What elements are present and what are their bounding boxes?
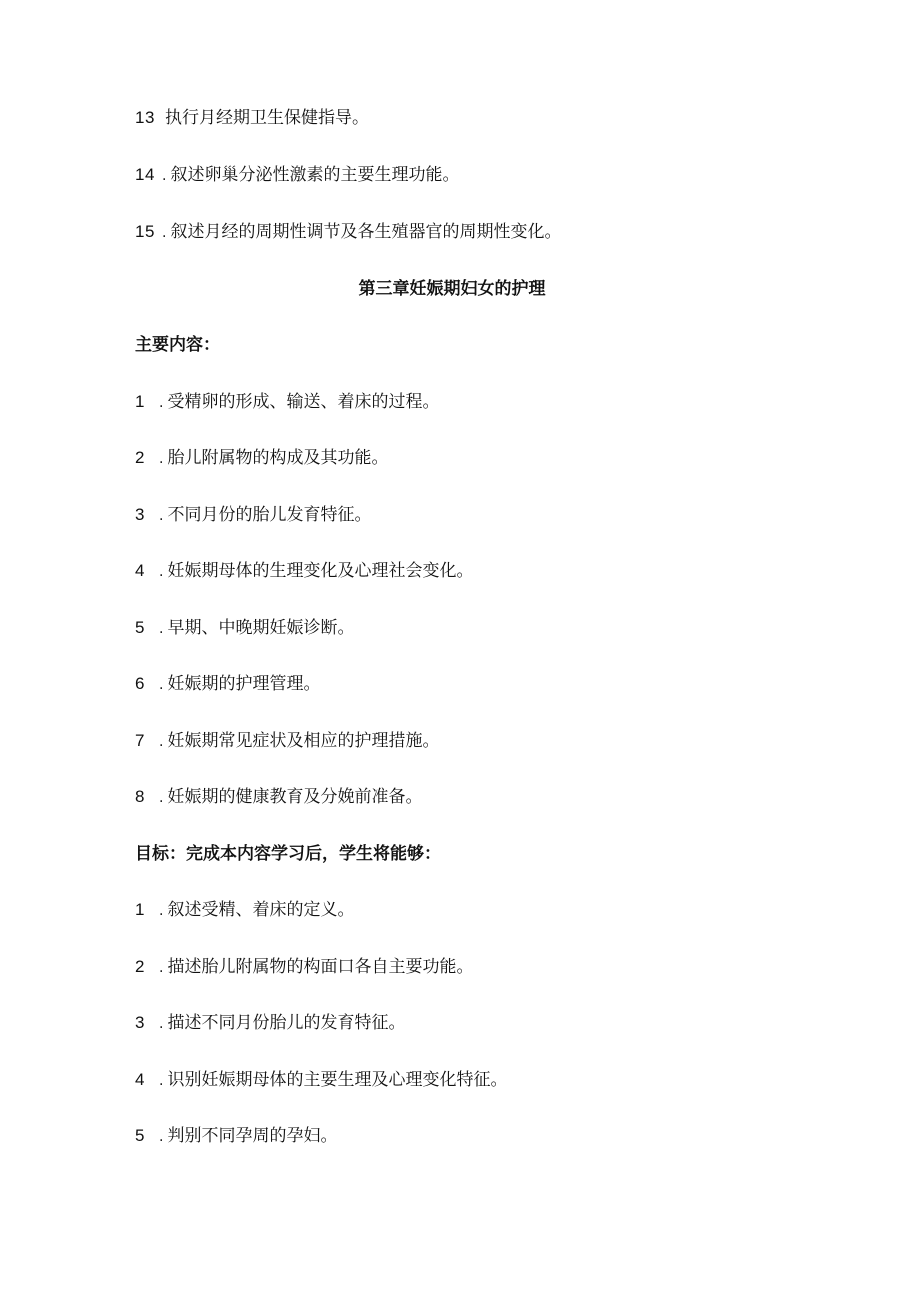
list-item (135, 503, 371, 528)
section-heading-content: 主要内容： (135, 335, 220, 355)
item-separator: . (159, 903, 164, 919)
item-text: 叙述受精、着床的定义。 (167, 900, 355, 920)
item-number: 1 (135, 900, 145, 919)
item-separator: . (159, 790, 164, 806)
list-item (135, 446, 388, 471)
item-text: 执行月经期卫生保健指导。 (165, 108, 369, 128)
item-number: 2 (135, 957, 145, 976)
item-text: 妊娠期常见症状及相应的护理措施。 (167, 731, 440, 751)
list-item (135, 390, 439, 415)
item-separator: . (159, 677, 164, 693)
item-number: 3 (135, 1013, 145, 1032)
item-number: 8 (135, 787, 145, 806)
list-item (135, 220, 561, 245)
item-number: 4 (135, 561, 145, 580)
item-text: 妊娠期母体的生理变化及心理社会变化。 (167, 561, 474, 581)
item-separator: . (159, 395, 164, 411)
item-number: 14 (135, 165, 155, 184)
list-item (135, 729, 439, 754)
item-separator: . (159, 1016, 164, 1032)
list-item (135, 163, 459, 188)
item-separator: . (162, 225, 167, 241)
item-separator: . (159, 451, 164, 467)
item-text: 描述不同月份胎儿的发育特征。 (167, 1013, 406, 1033)
item-number: 3 (135, 505, 145, 524)
list-item (135, 955, 473, 980)
item-number: 13 (135, 108, 155, 127)
list-item (135, 898, 354, 923)
item-separator: . (159, 508, 164, 524)
list-item (135, 1011, 405, 1036)
item-number: 5 (135, 618, 145, 637)
item-separator: . (159, 621, 164, 637)
item-separator: . (162, 168, 167, 184)
section-heading-goals: 目标：完成本内容学习后，学生将能够： (135, 844, 441, 864)
item-text: 受精卵的形成、输送、着床的过程。 (167, 392, 440, 412)
item-separator: . (159, 1073, 164, 1089)
list-item (135, 559, 473, 584)
item-text: 胎儿附属物的构成及其功能。 (167, 448, 389, 468)
item-text: 早期、中晚期妊娠诊断。 (167, 618, 355, 638)
item-number: 1 (135, 392, 145, 411)
list-item (135, 106, 369, 130)
item-number: 6 (135, 674, 145, 693)
item-number: 15 (135, 222, 155, 241)
item-text: 妊娠期的健康教育及分娩前准备。 (167, 787, 423, 807)
item-separator: . (159, 1129, 164, 1145)
list-item (135, 785, 422, 810)
list-item (135, 1124, 337, 1149)
list-item (135, 672, 320, 697)
list-item (135, 1068, 507, 1093)
item-text: 叙述月经的周期性调节及各生殖器官的周期性变化。 (170, 222, 562, 242)
item-text: 识别妊娠期母体的主要生理及心理变化特征。 (167, 1070, 508, 1090)
item-number: 2 (135, 448, 145, 467)
item-text: 描述胎儿附属物的构面口各自主要功能。 (167, 957, 474, 977)
item-separator: . (159, 960, 164, 976)
item-number: 4 (135, 1070, 145, 1089)
item-text: 不同月份的胎儿发育特征。 (167, 505, 372, 525)
item-text: 妊娠期的护理管理。 (167, 674, 321, 694)
item-separator: . (159, 734, 164, 750)
chapter-title: 第三章妊娠期妇女的护理 (358, 279, 546, 299)
list-item (135, 616, 354, 641)
item-separator: . (159, 564, 164, 580)
item-text: 叙述卵巢分泌性激素的主要生理功能。 (170, 165, 460, 185)
item-number: 5 (135, 1126, 145, 1145)
item-text: 判别不同孕周的孕妇。 (167, 1126, 338, 1146)
item-number: 7 (135, 731, 145, 750)
